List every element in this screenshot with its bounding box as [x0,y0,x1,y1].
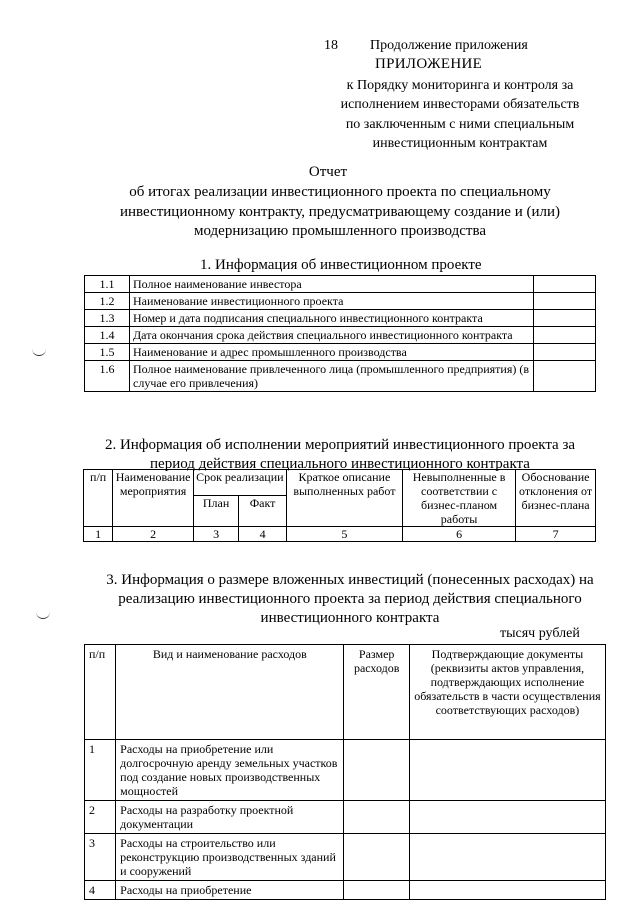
table-row [85,881,606,900]
row-amount [344,801,409,834]
row-documents [409,740,605,801]
row-label: Расходы на разработку проектной документации [116,801,344,834]
row-value [534,361,596,392]
appendix-title: ПРИЛОЖЕНИЕ [375,56,483,72]
column-number: 7 [516,527,596,542]
col-header-unfulfilled: Невыполненные в соответствии с бизнес-планом работы [403,470,516,527]
row-amount [344,881,409,900]
col-header-amount: Размер расходов [344,645,409,740]
row-number: 1.3 [85,310,130,327]
row-number: 3 [85,834,116,881]
column-number: 6 [403,527,516,542]
table-row [85,276,596,293]
col-header-reason: Обоснование отклонения от бизнес-плана [516,470,596,527]
margin-mark-bottom [36,612,50,619]
table-row [85,361,596,392]
row-label: Наименование инвестиционного проекта [130,293,534,310]
section-3-title-line: 3. Информация о размере вложенных инвестиций (понесенных расходах) на [106,572,594,588]
table-header-row [84,470,596,496]
row-label: Расходы на приобретение [116,881,344,900]
row-amount [344,834,409,881]
appendix-reference-line: исполнением инвесторами обязательств [340,97,580,113]
units-label: тысяч рублей [500,626,580,641]
col-header-num: п/п [84,470,113,527]
page-number: 18 [324,38,338,53]
col-header-documents: Подтверждающие документы (реквизиты актов управления, подтверждающих исполнение обязательств в части осуществления соответствующих расходов) [409,645,605,740]
row-number: 1.6 [85,361,130,392]
section-1-title: 1. Информация об инвестиционном проекте [200,257,482,273]
row-number: 1.5 [85,344,130,361]
row-label: Расходы на приобретение или долгосрочную аренду земельных участков под создание новых производственных мощностей [116,740,344,801]
row-number: 2 [85,801,116,834]
report-subtitle [110,183,570,242]
report-title: Отчет [308,164,348,180]
row-value [534,327,596,344]
row-documents [409,834,605,881]
row-number: 1.4 [85,327,130,344]
section-2-title-line: период действия специального инвестиционного контракта [150,456,530,472]
activities-table [83,469,596,542]
section-3-title-line: инвестиционного контракта [260,610,440,626]
column-numbers-row [84,527,596,542]
row-documents [409,881,605,900]
table-row [85,327,596,344]
column-number: 3 [193,527,238,542]
report-subtitle-line: инвестиционному контракту, предусматривающему создание и (или) [119,203,561,220]
row-label: Дата окончания срока действия специального инвестиционного контракта [130,327,534,344]
column-number: 4 [239,527,286,542]
report-subtitle-line: об итогах реализации инвестиционного проекта по специальному [129,184,551,200]
table-row [85,310,596,327]
col-header-type: Вид и наименование расходов [116,645,344,740]
col-header-term: Срок реализации [193,470,286,496]
row-value [534,293,596,310]
continuation-note: Продолжение приложения [370,38,528,53]
col-header-description: Краткое описание выполненных работ [286,470,402,527]
section-2-title-line: 2. Информация об исполнении мероприятий инвестиционного проекта за [104,437,576,453]
report-subtitle-line: модернизацию промышленного производства [193,223,486,239]
row-number: 1 [85,740,116,801]
row-documents [409,801,605,834]
row-label: Расходы на строительство или реконструкцию производственных зданий и сооружений [116,834,344,881]
row-label: Номер и дата подписания специального инвестиционного контракта [130,310,534,327]
appendix-reference-line: по заключенным с ними специальным [345,116,575,132]
column-number: 2 [113,527,194,542]
table-row [85,801,606,834]
col-header-fact: Факт [239,496,286,527]
table-header-row [85,645,606,740]
table-row [85,740,606,801]
row-label: Полное наименование привлеченного лица (промышленного предприятия) (в случае его привлечения) [130,361,534,392]
col-header-plan: План [193,496,238,527]
row-value [534,276,596,293]
row-label: Полное наименование инвестора [130,276,534,293]
section-3-title-line: реализацию инвестиционного проекта за период действия специального [118,591,582,607]
appendix-reference [320,76,600,153]
appendix-reference-line: инвестиционным контрактам [372,135,548,151]
col-header-name: Наименование мероприятия [113,470,194,527]
project-info-table [84,275,596,392]
expenses-table [84,644,606,900]
table-row [85,293,596,310]
row-number: 1.2 [85,293,130,310]
margin-mark-top [32,349,46,356]
row-value [534,310,596,327]
section-3-title [100,571,600,628]
row-number: 4 [85,881,116,900]
column-number: 1 [84,527,113,542]
appendix-reference-line: к Порядку мониторинга и контроля за [346,78,574,93]
row-amount [344,740,409,801]
table-row [85,834,606,881]
row-label: Наименование и адрес промышленного производства [130,344,534,361]
row-number: 1.1 [85,276,130,293]
column-number: 5 [286,527,402,542]
table-row [85,344,596,361]
row-value [534,344,596,361]
col-header-num: п/п [85,645,116,740]
